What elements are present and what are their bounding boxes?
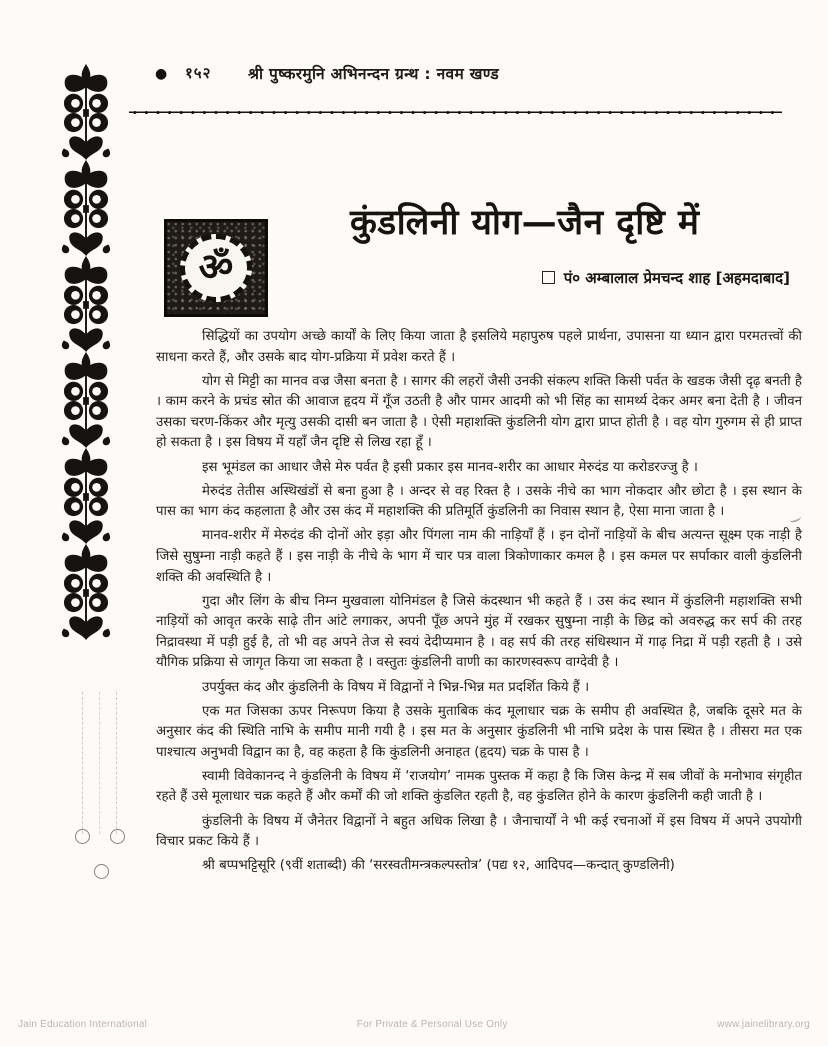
body-paragraph: गुदा और लिंग के बीच निम्न मुखवाला योनिमंडल है जिसे कंदस्थान भी कहते हैं । उस कंद स्थान में कुंडलिनी महाशक्ति सभी नाड़ियों को आवृत करके साढ़े तीन आंटे लगाकर, अपनी पूँछ अपने मुंह में रखकर सुषुम्ना नाड़ी के छिद्र को अवरुद्ध कर सर्प की तरह निद्रावस्था में पड़ी हुई है, तो भी वह अपने तेज से स्वयं देदीप्यमान है । वह सर्प की तरह संधिस्थान में गाढ़ निद्रा में पड़ी रहती है । उसे यौगिक प्रक्रिया से जागृत किया जा सकता है । वस्तुतः कुंडलिनी वाणी का कारणस्वरूप वाग्देवी है । <box>156 593 802 671</box>
byline-text: पं० अम्बालाल प्रेमचन्द शाह [अहमदाबाद] <box>563 269 790 287</box>
punch-hole <box>75 829 90 844</box>
body-paragraph: मेरुदंड तेतीस अस्थिखंडों से बना हुआ है । अन्दर से वह रिक्त है । उसके नीचे का भाग नोकदार और छोटा है । इस स्थान के पास का भाग कंद कहलाता है और उस कंद में महाशक्ति की प्रतिमूर्ति कुंडलिनी का निवास स्थान है, ऐसा माना जाता है । <box>156 483 802 520</box>
punch-hole <box>110 829 125 844</box>
om-icon: ॐ <box>198 245 234 289</box>
footer-left: Jain Education International <box>18 1019 148 1030</box>
book-title: श्री पुष्करमुनि अभिनन्दन ग्रन्थ : नवम खण्ड <box>248 65 499 83</box>
body-paragraph: कुंडलिनी के विषय में जैनेतर विद्वानों ने बहुत अधिक लिखा है । जैनाचार्यों ने भी कई रचनाओं में इस विषय में अपने उपयोगी विचार प्रकट किये हैं । <box>156 813 802 850</box>
om-sunburst-ring <box>180 234 252 302</box>
body-paragraph: एक मत जिसका ऊपर निरूपण किया है उसके मुताबिक कंद मूलाधार चक्र के समीप ही अवस्थित है, जबकि दूसरे मत के अनुसार कंद की स्थिति नाभि के समीप मानी गयी है । इस मत के अनुसार कुंडलिनी भी नाभि प्रदेश के पास स्थित है । तीसरा मत एक पाश्चात्य अनुभवी विद्वान का है, वह कहता है कि कुंडलिनी अनाहत (हृदय) चक्र के पास है । <box>156 703 802 760</box>
punch-hole <box>94 864 109 879</box>
body-paragraph: योग से मिट्टी का मानव वज्र जैसा बनता है । सागर की लहरों जैसी उनकी संकल्प शक्ति किसी पर्वत के खडक जैसी दृढ़ बनती है । काम करने के प्रचंड स्रोत की आवाज हृदय में गूँज उठती है और पामर आदमी को भी सिंह का सामर्थ्य देकर अमर बना देती है । जीवन उसका चरण-किंकर और मृत्यु उसकी दासी बन जाता है । ऐसी महाशक्ति कुंडलिनी योग द्वारा प्राप्त होती है । वह योग गुरुगम से ही प्राप्त हो सकता है । इस विषय में यहाँ जैन दृष्टि से लिख रहा हूँ । <box>156 373 802 451</box>
om-ornament <box>164 219 268 317</box>
body-paragraph: उपर्युक्त कंद और कुंडलिनी के विषय में विद्वानों ने भिन्न-भिन्न मत प्रदर्शित किये हैं । <box>202 679 590 695</box>
article-body <box>156 327 802 880</box>
body-paragraph: मानव-शरीर में मेरुदंड की दोनों ओर इड़ा और पिंगला नाम की नाड़ियाँ हैं । इन दोनों नाड़ियों के बीच अत्यन्त सूक्ष्म एक नाड़ी है जिसे सुषुम्ना नाड़ी कहते हैं । इस नाड़ी के नीचे के भाग में चार पत्र वाला त्रिकोणाकार कमल है । इस कमल पर सर्पाकार वाली कुंडलिनी शक्ति की अवस्थिति है । <box>156 528 802 585</box>
body-paragraph: श्री बप्पभट्टिसूरि (९वीं शताब्दी) की ‘सरस्वतीमन्त्रकल्पस्तोत्र’ (पद्य १२, आदिपद—कन्दात् कुण्डलिनी) <box>202 858 675 874</box>
footer-right: www.jainelibrary.org <box>717 1019 810 1030</box>
body-paragraph: स्वामी विवेकानन्द ने कुंडलिनी के विषय में ‘राजयोग’ नामक पुस्तक में कहा है कि जिस केन्द्र में सब जीवों के मनोभाव संगृहीत रहते हैं उसे मूलाधार चक्र कहते हैं और कर्मों की जो शक्ति कुंडलित रहती है, वह कुंडलित होने के कारण कुंडलिनी कही जाती है । <box>156 768 802 805</box>
om-frame <box>164 219 268 317</box>
border-motif-icon <box>57 256 115 352</box>
ornamental-border <box>57 64 115 640</box>
border-motif-icon <box>57 352 115 448</box>
page-footer <box>18 1019 810 1030</box>
body-paragraph: सिद्धियों का उपयोग अच्छे कार्यों के लिए किया जाता है इसलिये महापुरुष पहले प्रार्थना, उपासना या ध्यान द्वारा परमतत्त्वों की साधना करते हैं, और उसके बाद योग-प्रक्रिया में प्रवेश करते हैं । <box>156 329 802 365</box>
scan-artifact-line <box>99 692 100 834</box>
article-title: कुंडलिनी योग—जैन दृष्टि में <box>350 203 700 243</box>
body-paragraph: इस भूमंडल का आधार जैसे मेरु पर्वत है इसी प्रकार इस मानव-शरीर का आधार मेरुदंड या करोडरज्जु है । <box>202 459 698 475</box>
border-motif-icon <box>57 544 115 640</box>
author-byline <box>350 268 790 288</box>
scan-artifact-line <box>82 692 83 834</box>
header-bullet-icon: ● <box>155 66 168 82</box>
footer-center: For Private & Personal Use Only <box>356 1019 508 1030</box>
byline-square-icon <box>542 271 555 284</box>
separator-rule <box>129 109 782 116</box>
page-number: १५२ <box>185 64 212 82</box>
scan-artifact-line <box>116 692 117 834</box>
border-motif-icon <box>57 160 115 256</box>
border-motif-icon <box>57 64 115 160</box>
border-motif-icon <box>57 448 115 544</box>
